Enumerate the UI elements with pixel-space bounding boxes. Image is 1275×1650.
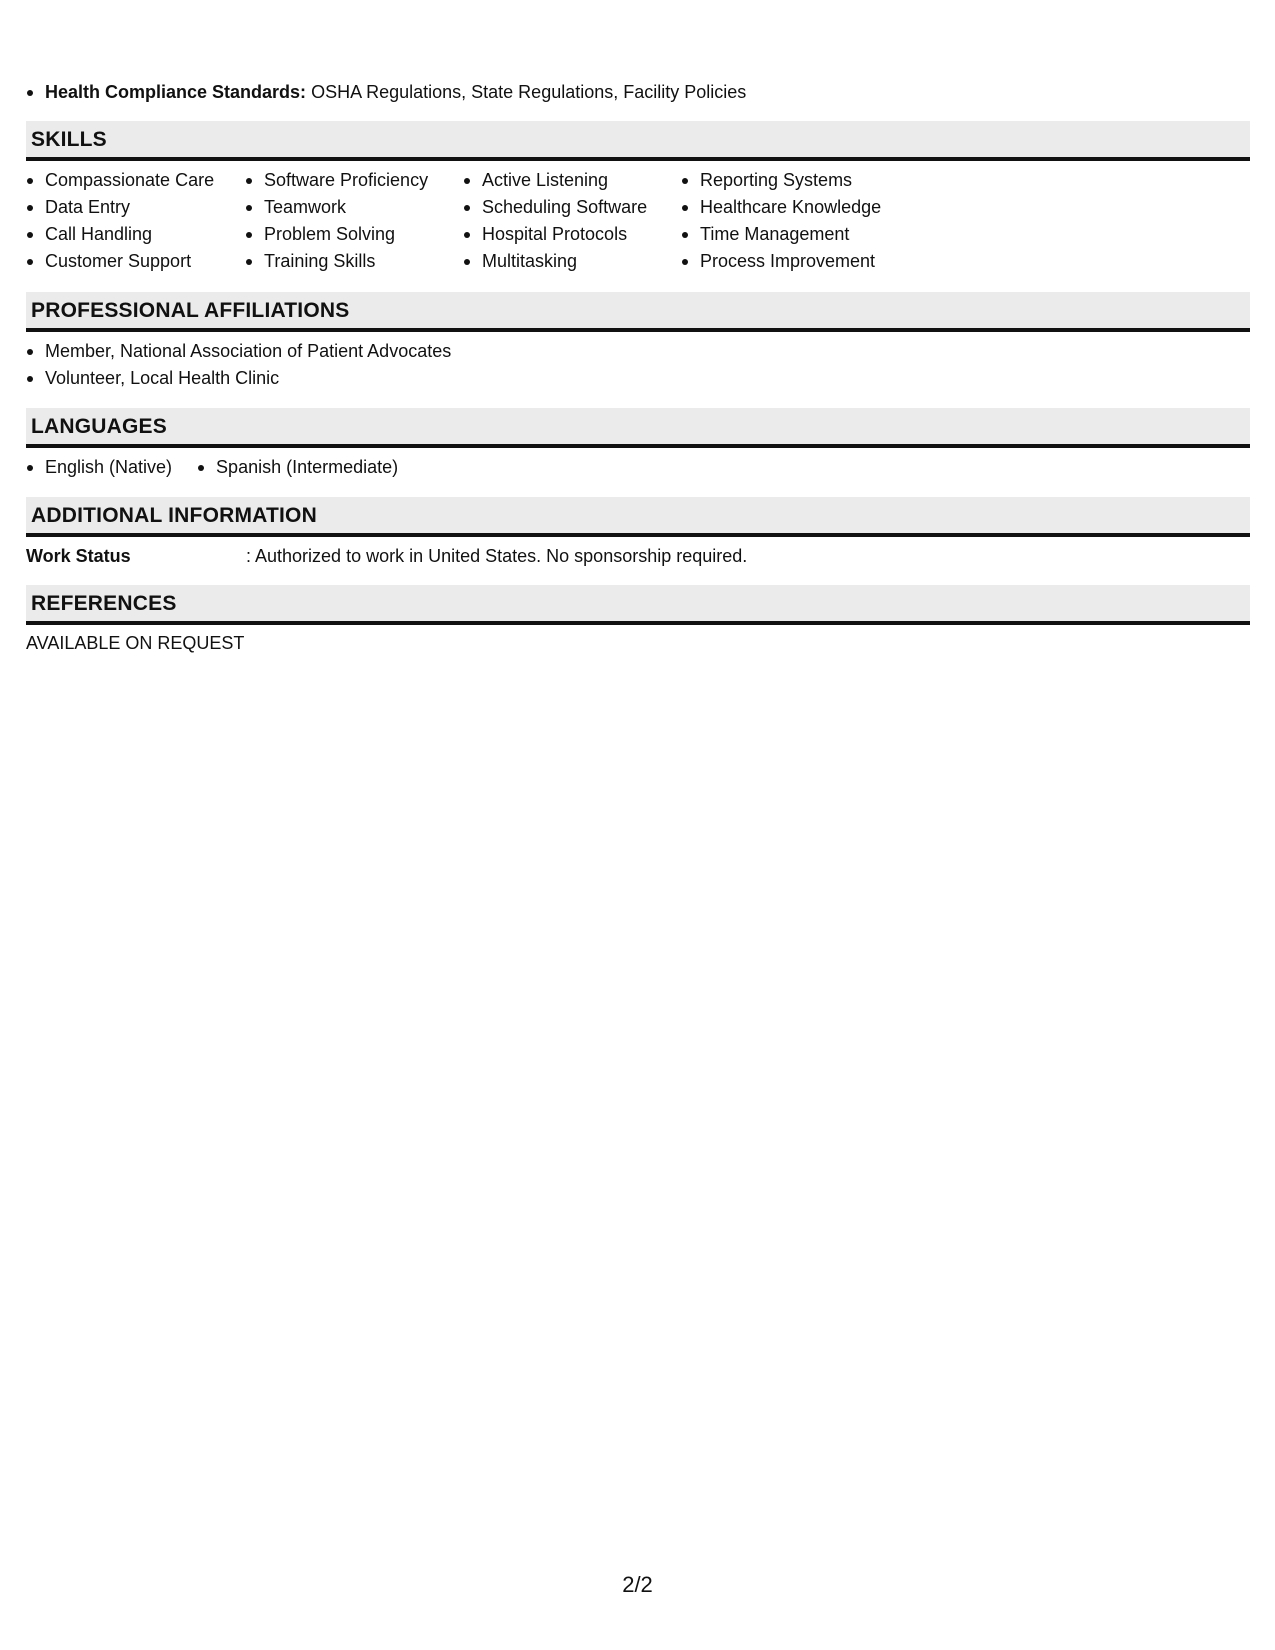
- compliance-list: [26, 79, 746, 106]
- skills-column: [26, 167, 245, 275]
- list-item: Spanish (Intermediate): [197, 454, 398, 481]
- list-item: Customer Support: [26, 248, 245, 275]
- list-item: Teamwork: [245, 194, 463, 221]
- section-title: SKILLS: [31, 128, 107, 151]
- work-status-label: Work Status: [26, 546, 131, 566]
- affiliations-list: [26, 338, 451, 392]
- list-item: Data Entry: [26, 194, 245, 221]
- languages-list: [26, 454, 423, 481]
- languages-section-header: [26, 408, 1250, 448]
- compliance-label: Health Compliance Standards:: [45, 82, 307, 102]
- list-item: Volunteer, Local Health Clinic: [26, 365, 451, 392]
- affiliations-section-header: [26, 292, 1250, 332]
- list-item: Member, National Association of Patient Advocates: [26, 338, 451, 365]
- skills-column: [681, 167, 921, 275]
- list-item: Compassionate Care: [26, 167, 245, 194]
- list-item: Call Handling: [26, 221, 245, 248]
- list-item: Multitasking: [463, 248, 681, 275]
- list-item: Reporting Systems: [681, 167, 921, 194]
- list-item: Training Skills: [245, 248, 463, 275]
- section-title: ADDITIONAL INFORMATION: [31, 504, 317, 527]
- work-status-value: : Authorized to work in United States. No sponsorship required.: [246, 546, 748, 566]
- references-section-header: [26, 585, 1250, 625]
- list-item: Problem Solving: [245, 221, 463, 248]
- list-item: Time Management: [681, 221, 921, 248]
- references-text: AVAILABLE ON REQUEST: [26, 633, 245, 653]
- list-item: Hospital Protocols: [463, 221, 681, 248]
- skills-grid: [26, 167, 921, 275]
- skills-section-header: [26, 121, 1250, 161]
- work-status-row: [26, 543, 747, 570]
- section-title: PROFESSIONAL AFFILIATIONS: [31, 299, 350, 322]
- skills-column: [245, 167, 463, 275]
- page-number: 2/2: [622, 1572, 653, 1597]
- list-item: Active Listening: [463, 167, 681, 194]
- list-item: English (Native): [26, 454, 172, 481]
- list-item: Scheduling Software: [463, 194, 681, 221]
- section-title: LANGUAGES: [31, 415, 167, 438]
- additional-section-header: [26, 497, 1250, 537]
- list-item: Healthcare Knowledge: [681, 194, 921, 221]
- compliance-value: OSHA Regulations, State Regulations, Facility Policies: [306, 82, 747, 102]
- list-item: Process Improvement: [681, 248, 921, 275]
- list-item: [26, 79, 746, 106]
- skills-column: [463, 167, 681, 275]
- list-item: Software Proficiency: [245, 167, 463, 194]
- section-title: REFERENCES: [31, 592, 177, 615]
